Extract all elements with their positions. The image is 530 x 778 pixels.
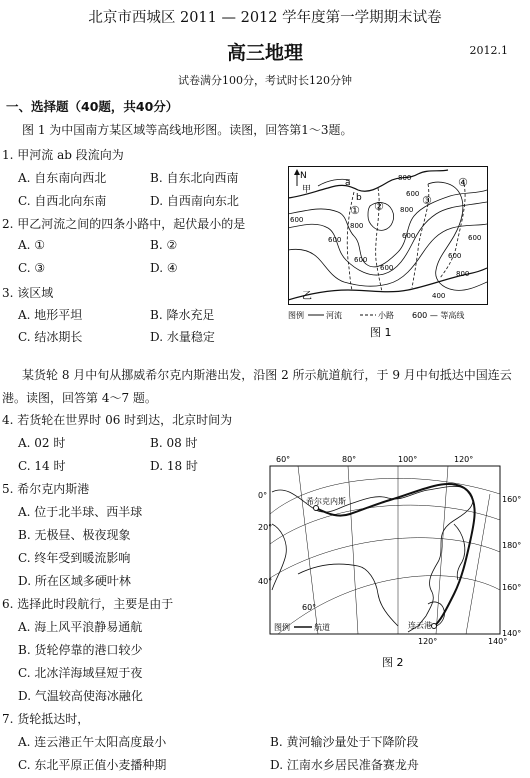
question-2-option-b: B. ② <box>150 238 178 252</box>
question-3-stem: 3. 该区域 <box>2 286 54 300</box>
question-2-stem: 2. 甲乙河流之间的四条小路中，起伏最小的是 <box>2 217 246 231</box>
question-7-option-d: D. 江南水乡居民准备赛龙舟 <box>270 758 419 772</box>
path-marker-1: ① <box>350 204 360 217</box>
contour-label: 600 <box>406 190 420 198</box>
path-marker-3: ③ <box>422 194 432 207</box>
lat-label-left: 20° <box>258 523 273 532</box>
question-7-stem: 7. 货轮抵达时， <box>2 712 90 726</box>
contour-label: 600 <box>380 264 394 272</box>
lon-label-right: 140° <box>502 629 522 638</box>
contour-label: 400 <box>432 292 446 300</box>
question-3-option-b: B. 降水充足 <box>150 308 215 322</box>
contour-label: 600 <box>468 234 482 242</box>
path-marker-4: ④ <box>458 176 468 189</box>
question-6-option-d: D. 气温较高使海冰融化 <box>18 689 143 703</box>
legend-contour-label: 600 — 等高线 <box>412 311 465 320</box>
figure-1-caption: 图 1 <box>370 326 392 339</box>
exam-header: 北京市西城区 2011 — 2012 学年度第一学期期末试卷 <box>88 10 442 26</box>
contour-label: 600 <box>354 256 368 264</box>
lon-label-right: 160° <box>502 583 522 592</box>
figure-1-contour-map <box>288 166 488 342</box>
question-7-option-c: C. 东北平原正值小麦播种期 <box>18 758 167 772</box>
lon-label-top: 80° <box>342 455 357 464</box>
question-4-option-b: B. 08 时 <box>150 436 198 450</box>
question-1-option-a: A. 自东南向西北 <box>18 171 107 185</box>
latitude-line <box>270 478 500 514</box>
question-4-stem: 4. 若货轮在世界时 06 时到达，北京时间为 <box>2 413 233 427</box>
exam-date: 2012.1 <box>469 44 508 57</box>
river-jia-label: 甲 <box>302 185 312 195</box>
question-7-option-b: B. 黄河输沙量处于下降阶段 <box>270 735 419 749</box>
contour-label: 800 <box>456 270 470 278</box>
figure-2-legend-prefix: 图例 <box>274 623 290 632</box>
question-1-option-b: B. 自东北向西南 <box>150 171 239 185</box>
question-5-option-c: C. 终年受到暖流影响 <box>18 551 131 565</box>
contour-label: 600 <box>402 232 416 240</box>
question-7-option-a: A. 连云港正午太阳高度最小 <box>18 735 167 749</box>
question-3-option-d: D. 水量稳定 <box>150 330 215 344</box>
question-2-option-a: A. ① <box>18 238 46 252</box>
point-b-label: b <box>356 193 362 203</box>
lon-label-bottom: 140° <box>488 637 508 646</box>
lon-label-top: 120° <box>454 455 474 464</box>
exam-info: 试卷满分100分，考试时长120分钟 <box>178 74 352 87</box>
river-yi-label: 乙 <box>302 291 312 302</box>
contour-label: 600 <box>290 216 304 224</box>
legend-path-label: 小路 <box>378 311 394 320</box>
figure-2-caption: 图 2 <box>382 656 404 669</box>
question-4-option-d: D. 18 时 <box>150 459 198 473</box>
contour-label: 800 <box>350 222 364 230</box>
latitude-line <box>270 505 500 544</box>
lon-label-right: 160° <box>502 495 522 504</box>
contour-label: 800 <box>400 206 414 214</box>
intro-group-2-line-1: 某货轮 8 月中旬从挪威希尔克内斯港出发，沿图 2 所示航道航行，于 9 月中旬抵达中国连云 <box>22 368 512 382</box>
question-5-stem: 5. 希尔克内斯港 <box>2 482 90 496</box>
question-6-option-b: B. 货轮停靠的港口较少 <box>18 643 143 657</box>
meridian-line <box>348 466 358 634</box>
question-5-option-a: A. 位于北半球、西半球 <box>18 505 143 519</box>
path-marker-2: ② <box>374 200 384 213</box>
lon-label-top: 100° <box>398 455 418 464</box>
port-start-marker-icon <box>314 506 319 511</box>
contour-label: 600 <box>448 252 462 260</box>
question-6-stem: 6. 选择此时段航行，主要是由于 <box>2 597 174 611</box>
lat-label-inner: 60° <box>302 603 317 612</box>
question-1-option-d: D. 自西南向东北 <box>150 194 239 208</box>
lon-label-top: 60° <box>276 455 291 464</box>
legend-river-label: 河流 <box>326 311 342 320</box>
point-a-label: a <box>345 178 351 188</box>
legend-route-label: 航道 <box>314 623 330 632</box>
question-3-option-c: C. 结冰期长 <box>18 330 83 344</box>
question-2-option-c: C. ③ <box>18 261 46 275</box>
question-3-option-a: A. 地形平坦 <box>18 308 83 322</box>
question-6-option-c: C. 北冰洋海域昼短于夜 <box>18 666 143 680</box>
question-5-option-b: B. 无极昼、极夜现象 <box>18 528 131 542</box>
port-end-marker-icon <box>432 624 437 629</box>
meridian-line <box>466 494 490 634</box>
section-heading: 一、选择题（40题，共40分） <box>6 99 179 114</box>
question-4-option-c: C. 14 时 <box>18 459 66 473</box>
question-1-stem: 1. 甲河流 ab 段流向为 <box>2 148 124 162</box>
contour-label: 600 <box>328 236 342 244</box>
question-2-option-d: D. ④ <box>150 261 178 275</box>
lat-label-left: 0° <box>258 491 268 500</box>
question-6-option-a: A. 海上风平浪静易通航 <box>18 620 143 634</box>
figure-2-route-map <box>258 454 526 672</box>
figure-1-legend-prefix: 图例 <box>288 311 304 320</box>
question-5-option-d: D. 所在区域多硬叶林 <box>18 574 131 588</box>
question-1-option-c: C. 自西北向东南 <box>18 194 107 208</box>
lat-label-left: 40° <box>258 577 273 586</box>
intro-group-1: 图 1 为中国南方某区域等高线地形图。读图，回答第1～3题。 <box>22 123 353 137</box>
contour-label: 800 <box>398 174 412 182</box>
intro-group-2-line-2: 港。读图，回答第 4～7 题。 <box>2 391 157 405</box>
question-4-option-a: A. 02 时 <box>18 436 66 450</box>
lon-label-bottom: 120° <box>418 637 438 646</box>
port-end-label: 连云港 <box>408 621 432 630</box>
page-title: 高三地理 <box>226 42 303 64</box>
lon-label-right: 180° <box>502 541 522 550</box>
port-start-label: 希尔克内斯 <box>306 497 346 506</box>
north-label: N <box>300 171 307 181</box>
